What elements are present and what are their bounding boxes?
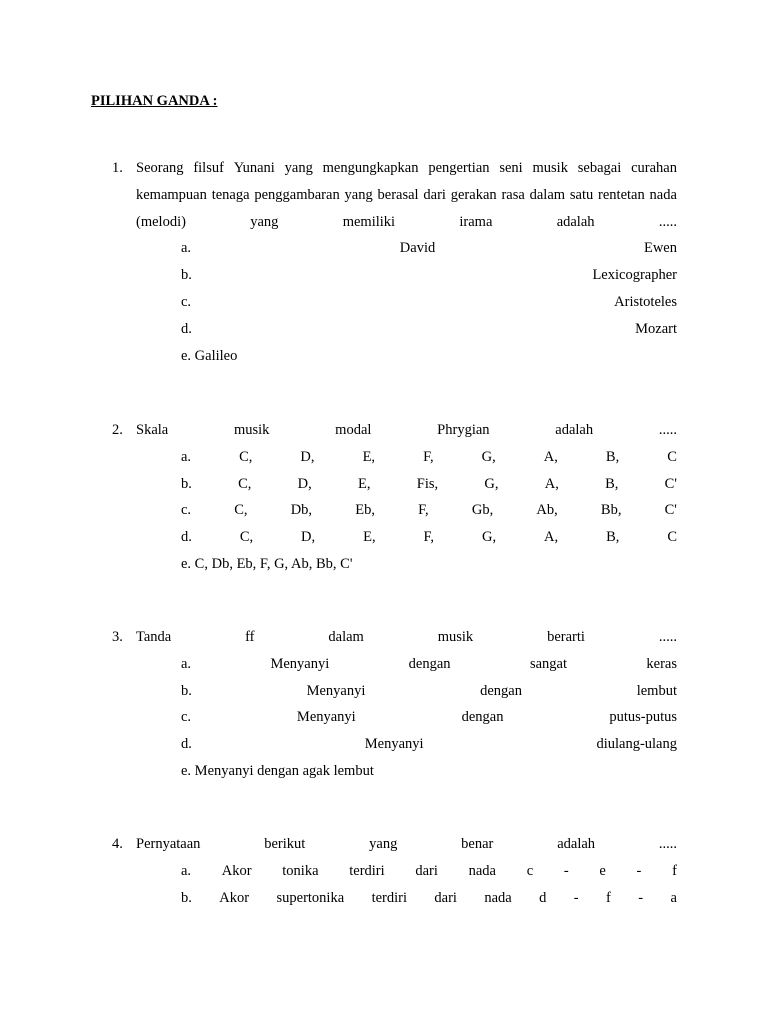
option-text: lembut: [636, 682, 677, 699]
option-text: Db,: [290, 502, 313, 519]
option-text: Menyanyi: [270, 655, 330, 672]
question-number: 1.: [112, 160, 123, 176]
option-text: Eb,: [355, 502, 375, 519]
option-text: Akor: [221, 862, 252, 879]
stem-word: musik: [532, 160, 568, 176]
option-text: e: [599, 862, 606, 879]
option-text: -: [563, 862, 569, 879]
option-text: C,: [239, 529, 254, 546]
stem-word: penggambaran: [254, 186, 340, 203]
option-text: dari: [415, 862, 438, 879]
question-stem-line: [136, 629, 677, 646]
option-text: E,: [363, 529, 376, 546]
option-text: D,: [300, 448, 315, 465]
option-text: terdiri: [349, 862, 385, 879]
stem-word: yang: [250, 213, 279, 230]
option-text: tonika: [282, 862, 319, 879]
option-text: Gb,: [471, 502, 494, 519]
option-text: Menyanyi: [296, 709, 356, 726]
option-text: Ewen: [643, 240, 677, 257]
answer-option: [181, 502, 677, 519]
option-text: B,: [605, 475, 619, 492]
stem-word: satu: [569, 186, 594, 203]
option-text: f: [672, 862, 677, 879]
option-text: G,: [481, 448, 496, 465]
option-text: C: [667, 529, 677, 546]
answer-option: [181, 656, 677, 673]
stem-word: (melodi): [136, 213, 186, 230]
option-text: f: [606, 889, 611, 906]
option-text: Bb,: [600, 502, 622, 519]
stem-word: berikut: [264, 836, 306, 852]
option-text: Menyanyi: [364, 736, 424, 753]
stem-word: rasa: [501, 186, 525, 203]
option-text: G,: [484, 475, 499, 492]
option-text: Aristoteles: [614, 294, 677, 310]
option-text: A,: [543, 448, 558, 465]
question-number: 2.: [112, 422, 123, 438]
option-text: A,: [544, 529, 559, 546]
option-text: F,: [418, 502, 429, 519]
question-stem-line: [136, 160, 677, 177]
option-text: -: [573, 889, 579, 906]
option-label: e. Galileo: [181, 347, 238, 364]
option-text: C: [667, 448, 677, 465]
stem-word: curahan: [631, 160, 677, 176]
option-text: putus-putus: [609, 709, 677, 726]
answer-option: [181, 763, 677, 780]
option-text: Lexicographer: [592, 267, 677, 284]
stem-word: rentetan: [598, 186, 645, 203]
question-stem-line: [136, 422, 677, 439]
stem-word: modal: [335, 422, 372, 438]
option-text: keras: [646, 655, 677, 672]
stem-word: dalam: [328, 629, 364, 645]
answer-option: [181, 348, 677, 365]
option-label: d.: [181, 529, 192, 546]
option-text: Akor: [219, 889, 250, 906]
section-heading: PILIHAN GANDA :: [91, 93, 218, 109]
option-text: nada: [484, 889, 512, 906]
stem-word: Phrygian: [437, 422, 490, 438]
option-text: c: [526, 862, 534, 879]
option-text: D,: [297, 475, 312, 492]
stem-word: yang: [369, 836, 398, 852]
stem-word: dari: [423, 186, 446, 203]
answer-option: [181, 267, 677, 284]
stem-word: musik: [233, 422, 270, 438]
stem-word: mengungkapkan: [322, 160, 419, 176]
stem-word: pengertian: [428, 160, 490, 176]
option-text: sangat: [529, 655, 567, 672]
stem-word: .....: [658, 836, 677, 852]
option-text: dengan: [408, 655, 451, 672]
stem-word: Yunani: [233, 160, 275, 176]
stem-word: Pernyataan: [136, 836, 201, 852]
option-label: d.: [181, 320, 192, 337]
answer-option: [181, 556, 677, 573]
option-text: C': [664, 502, 677, 519]
option-text: dari: [434, 889, 457, 906]
option-text: F,: [423, 529, 435, 546]
option-text: dengan: [480, 682, 522, 699]
option-label: b.: [181, 267, 192, 284]
option-text: a: [670, 889, 677, 906]
stem-word: adalah: [556, 213, 595, 230]
option-label: c.: [181, 294, 192, 310]
option-label: a.: [181, 862, 192, 879]
stem-word: Skala: [136, 422, 169, 438]
option-text: B,: [605, 448, 620, 465]
stem-word: adalah: [555, 422, 594, 438]
stem-word: kemampuan: [136, 186, 207, 203]
stem-word: tenaga: [211, 186, 250, 203]
question-stem-line: [136, 187, 677, 204]
option-label: d.: [181, 736, 192, 753]
option-text: A,: [544, 475, 559, 492]
option-label: b.: [181, 682, 192, 699]
option-label: e. C, Db, Eb, F, G, Ab, Bb, C': [181, 556, 353, 572]
option-label: b.: [181, 475, 192, 492]
question-stem-line: [136, 214, 677, 231]
option-text: G,: [481, 529, 497, 546]
answer-option: [181, 529, 677, 546]
stem-word: yang: [344, 186, 373, 203]
option-text: C,: [239, 448, 253, 465]
option-label: c.: [181, 502, 192, 519]
stem-word: ff: [245, 629, 255, 645]
option-text: terdiri: [371, 889, 407, 906]
option-text: C,: [234, 502, 248, 519]
option-text: C': [664, 475, 677, 492]
option-text: -: [636, 862, 642, 879]
option-label: b.: [181, 889, 192, 906]
stem-word: sebagai: [577, 160, 622, 176]
option-text: F,: [423, 448, 434, 465]
stem-word: nada: [649, 186, 677, 203]
stem-word: Seorang: [136, 160, 184, 176]
option-text: nada: [468, 862, 496, 879]
option-text: Menyanyi: [306, 682, 366, 699]
question-number: 4.: [112, 836, 123, 852]
option-text: d: [539, 889, 547, 906]
answer-option: [181, 240, 677, 257]
stem-word: musik: [437, 629, 474, 645]
answer-option: [181, 321, 677, 338]
answer-option: [181, 863, 677, 880]
option-text: David: [399, 240, 436, 257]
option-text: E,: [362, 448, 376, 465]
option-label: a.: [181, 240, 192, 257]
option-label: e. Menyanyi dengan agak lembut: [181, 763, 374, 779]
option-text: Ab,: [536, 502, 558, 519]
stem-word: .....: [658, 422, 677, 438]
stem-word: memiliki: [342, 213, 396, 230]
stem-word: berasal: [377, 186, 419, 203]
option-text: dengan: [461, 709, 504, 726]
answer-option: [181, 709, 677, 726]
stem-word: .....: [658, 629, 677, 645]
option-label: c.: [181, 709, 192, 726]
answer-option: [181, 890, 677, 907]
question-number: 3.: [112, 629, 123, 645]
stem-word: .....: [658, 213, 677, 230]
option-text: -: [638, 889, 644, 906]
stem-word: irama: [459, 213, 493, 230]
option-text: diulang-ulang: [596, 736, 677, 753]
option-text: supertonika: [276, 889, 345, 906]
answer-option: [181, 476, 677, 493]
answer-option: [181, 294, 677, 311]
option-text: D,: [301, 529, 316, 546]
stem-word: berarti: [547, 629, 585, 645]
option-text: Mozart: [635, 320, 677, 337]
answer-option: [181, 449, 677, 466]
stem-word: gerakan: [450, 186, 497, 203]
stem-word: dalam: [529, 186, 566, 203]
option-text: Fis,: [416, 475, 439, 492]
question-stem-line: [136, 836, 677, 853]
option-label: a.: [181, 655, 192, 672]
answer-option: [181, 736, 677, 753]
option-text: B,: [606, 529, 620, 546]
stem-word: Tanda: [136, 629, 172, 645]
stem-word: yang: [284, 160, 313, 176]
option-text: E,: [358, 475, 371, 492]
stem-word: adalah: [557, 836, 596, 852]
option-text: C,: [238, 475, 252, 492]
option-label: a.: [181, 448, 192, 465]
stem-word: filsuf: [193, 160, 224, 176]
answer-option: [181, 683, 677, 700]
stem-word: benar: [461, 836, 494, 852]
stem-word: seni: [499, 160, 523, 176]
